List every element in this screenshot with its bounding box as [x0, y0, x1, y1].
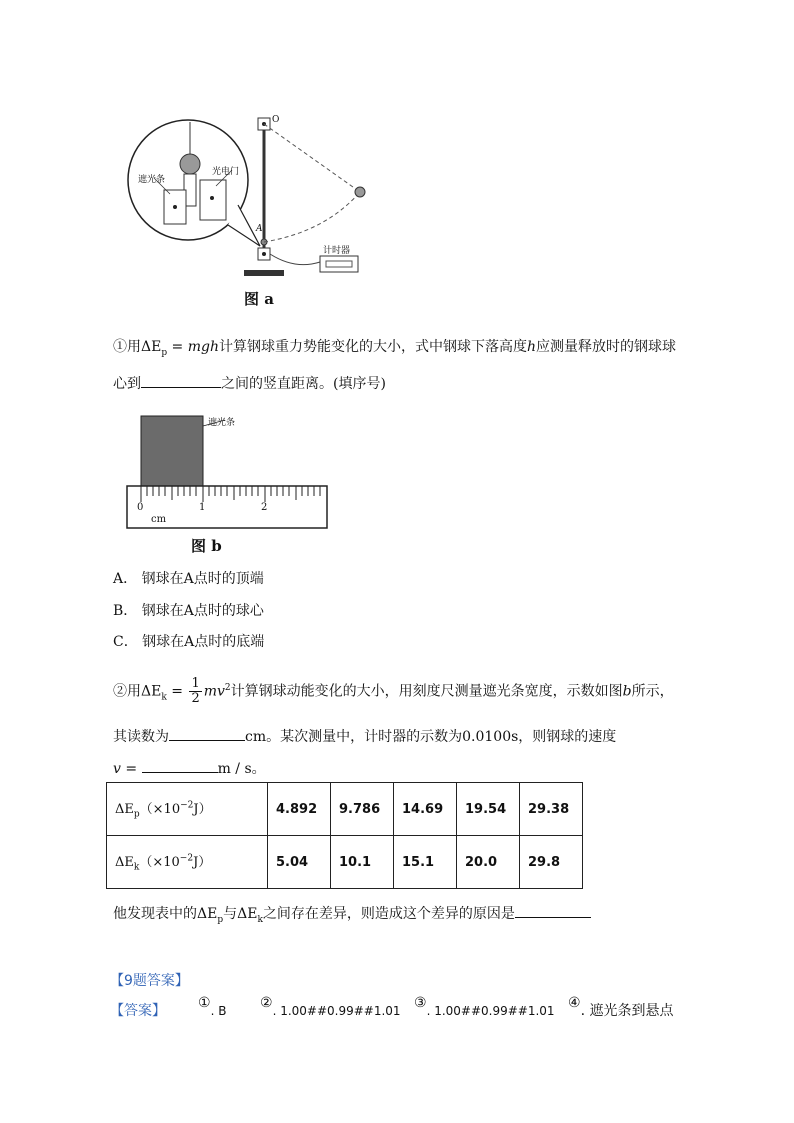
label-point-o: O — [272, 115, 280, 125]
answer-item-3: ③. 1.00##0.99##1.01 — [414, 995, 555, 1018]
label-point-a: A — [256, 224, 263, 234]
table-cell: 20.0 — [457, 836, 520, 889]
option-a[interactable]: A． 钢球在A点时的顶端 — [113, 571, 264, 587]
question-2-line-2: 其读数为 cm。某次测量中，计时器的示数为0.0100s，则钢球的速度 — [113, 726, 616, 747]
table-cell: 14.69 — [394, 783, 457, 836]
table-cell: 5.04 — [268, 836, 331, 889]
figure-a — [120, 110, 380, 310]
row-header-delta-ek: $\Delta E_k(\times 10^{-2}J)$ — [107, 836, 268, 889]
answer-line — [110, 995, 674, 1021]
label-zhe-guang-tiao: 遮光条 — [138, 175, 166, 185]
question-2-line-1: ②用$\Delta E_k$ = $\frac{1}{2}$ $mv^2$计算钢球动能变化的大小，用刻度尺测量遮光条宽度，示数如图b所示， — [113, 676, 674, 706]
ruler-tick-2: 2 — [261, 502, 268, 513]
answer-label: 【答案】 — [110, 1003, 166, 1019]
figure-b-caption: 图 b — [191, 537, 222, 555]
answer-blank-3[interactable] — [142, 758, 218, 773]
table-row — [107, 836, 583, 889]
ruler-tick-1: 1 — [199, 502, 206, 513]
answer-heading: 【9题答案】 — [110, 973, 189, 989]
answer-blank-1[interactable] — [141, 373, 221, 388]
table-cell: 29.38 — [520, 783, 583, 836]
figure-b — [125, 412, 335, 562]
question-1-line-2: 心到 之间的竖直距离。(填序号) — [113, 373, 386, 394]
answer-item-2: ②. 1.00##0.99##1.01 — [260, 995, 401, 1018]
table-cell: 29.8 — [520, 836, 583, 889]
question-3-line: 他发现表中的$\Delta E_p$与$\Delta E_k$之间存在差异，则造成这个差异的原因是 — [113, 903, 591, 930]
pendulum-apparatus-diagram — [120, 110, 380, 310]
table-cell: 10.1 — [331, 836, 394, 889]
label-zhe-guang-tiao-b: 遮光条 — [208, 418, 236, 428]
table-cell: 4.892 — [268, 783, 331, 836]
ruler-tick-0: 0 — [137, 502, 144, 513]
table-cell: 19.54 — [457, 783, 520, 836]
label-timer: 计时器 — [323, 246, 351, 256]
ruler-unit: cm — [151, 514, 167, 525]
row-header-delta-ep: $\Delta E_p(\times 10^{-2}J)$ — [107, 783, 268, 836]
figure-a-caption: 图 a — [244, 290, 274, 308]
option-c[interactable]: C． 钢球在A点时的底端 — [113, 634, 265, 650]
table-row — [107, 783, 583, 836]
question-1-line-1: ①用$\Delta E_p$ = mgh计算钢球重力势能变化的大小，式中钢球下落高度h应测量释放时的钢球球 — [113, 339, 677, 358]
answer-item-4: ④. 遮光条到悬点 — [568, 995, 674, 1019]
answer-blank-4[interactable] — [515, 903, 591, 918]
answer-blank-2[interactable] — [169, 726, 245, 741]
table-cell: 9.786 — [331, 783, 394, 836]
option-b[interactable]: B． 钢球在A点时的球心 — [113, 603, 264, 619]
question-2-line-3: v = m / s。 — [113, 758, 266, 779]
energy-data-table — [106, 782, 583, 889]
fraction-one-half: $\frac{1}{2}$ — [191, 676, 200, 706]
label-guang-dian-men: 光电门 — [212, 167, 240, 177]
table-cell: 15.1 — [394, 836, 457, 889]
answer-item-1: ①. B — [198, 995, 227, 1018]
